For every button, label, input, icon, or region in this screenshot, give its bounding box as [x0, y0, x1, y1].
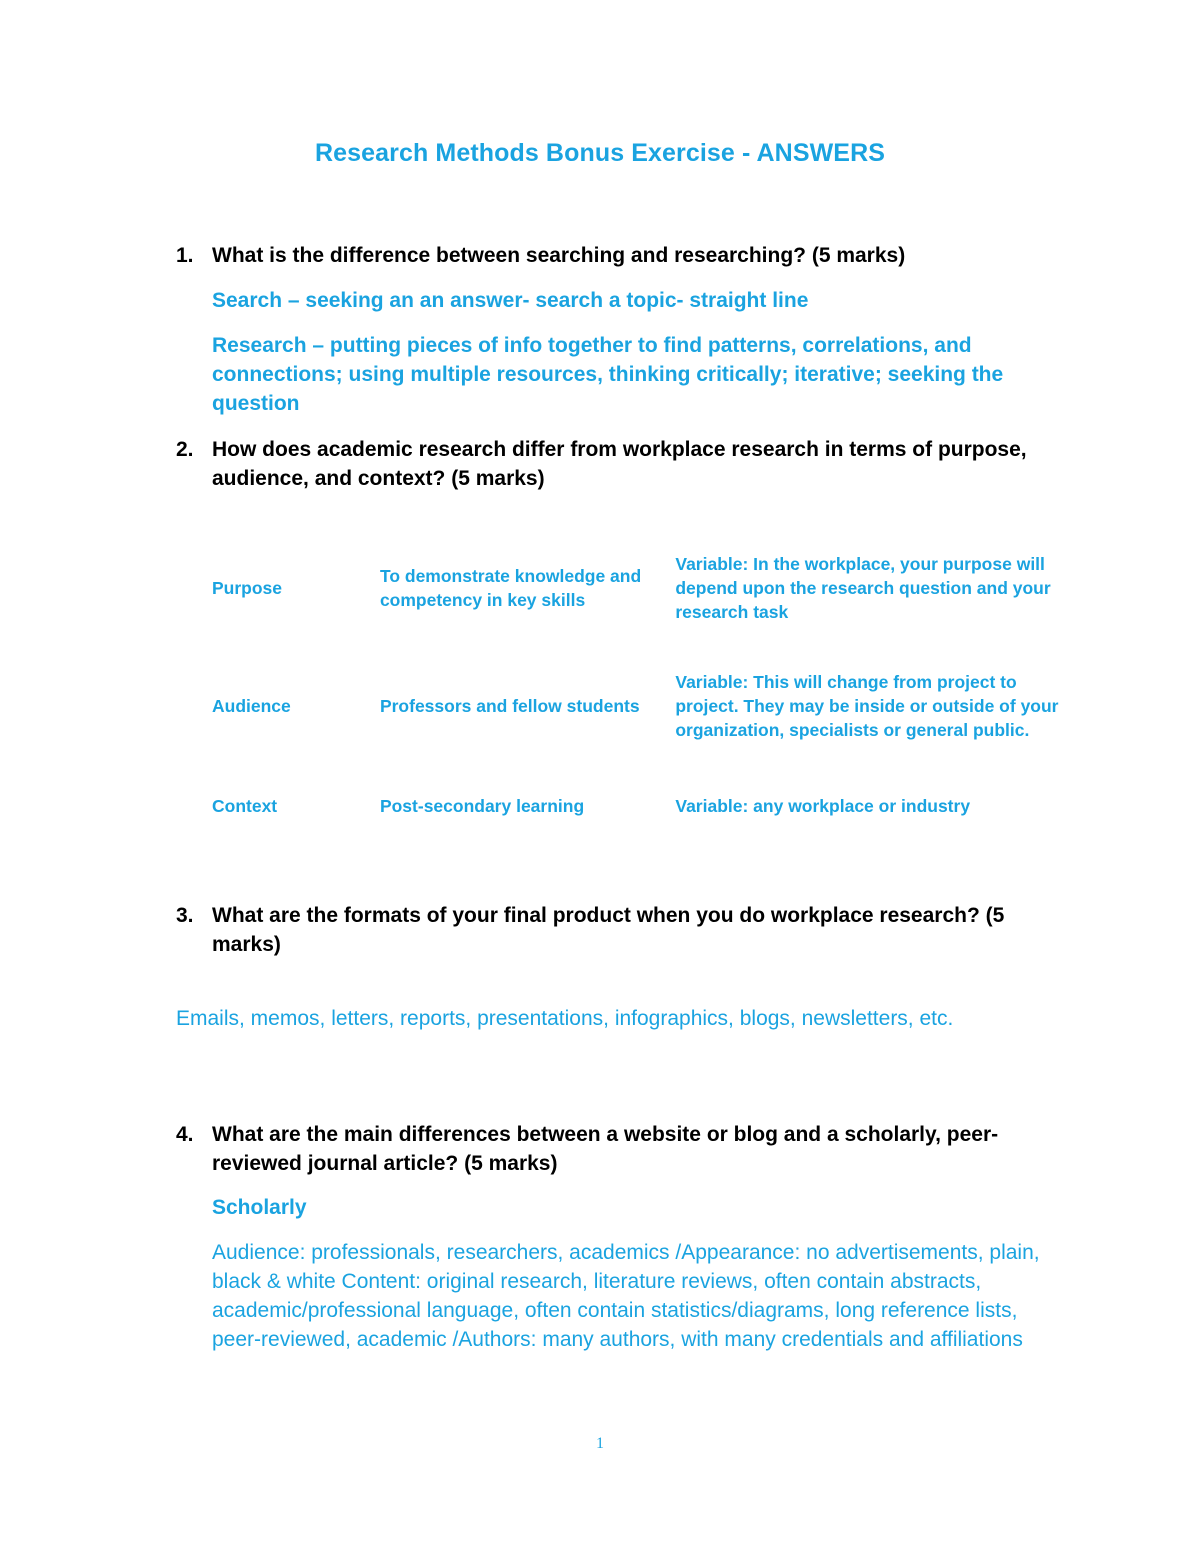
table-row	[212, 644, 1072, 768]
document-title: Research Methods Bonus Exercise - ANSWERS	[315, 139, 885, 167]
table-row	[212, 768, 1072, 844]
row-label: Context	[212, 796, 278, 816]
question-2	[176, 435, 1056, 493]
question-number: 1.	[176, 244, 194, 267]
answer-scholarly: Audience: professionals, researchers, academics /Appearance: no advertisements, plain, black & white Content: original research, literature reviews, often contain abstracts, academic/professional language, often contain statistics/diagrams, long reference lists, peer-reviewed, academic /Authors: many authors, with many credentials and affiliations	[212, 1241, 1040, 1351]
question-number: 3.	[176, 904, 194, 927]
question-text: How does academic research differ from workplace research in terms of purpose, audience, and context? (5 marks)	[212, 438, 1027, 490]
row-label: Audience	[212, 696, 291, 716]
question-number: 4.	[176, 1123, 194, 1146]
question-3	[176, 901, 1056, 959]
academic-cell: To demonstrate knowledge and competency in key skills	[379, 566, 642, 610]
question-text: What are the formats of your final product when you do workplace research? (5 marks)	[212, 904, 1005, 956]
academic-cell: Post-secondary learning	[379, 796, 585, 816]
workplace-cell: Variable: This will change from project to project. They may be inside or outside of your organization, specialists or general public.	[675, 672, 1059, 740]
academic-cell: Professors and fellow students	[379, 696, 640, 716]
workplace-cell: Variable: any workplace or industry	[675, 796, 971, 816]
question-1	[176, 241, 1056, 270]
answer-subheading: Scholarly	[212, 1196, 307, 1219]
row-label: Purpose	[212, 578, 283, 598]
question-text: What is the difference between searching and researching? (5 marks)	[212, 244, 906, 267]
comparison-table	[212, 532, 1072, 844]
question-4	[176, 1120, 1056, 1178]
workplace-cell: Variable: In the workplace, your purpose will depend upon the research question and your research task	[675, 554, 1051, 622]
answer-research: Research – putting pieces of info together to find patterns, correlations, and connections; using multiple resources, thinking critically; iterative; seeking the question	[212, 334, 1004, 415]
table-row	[212, 532, 1072, 644]
answer-formats: Emails, memos, letters, reports, presentations, infographics, blogs, newsletters, etc.	[176, 1007, 954, 1030]
question-text: What are the main differences between a website or blog and a scholarly, peer-reviewed journal article? (5 marks)	[212, 1123, 999, 1175]
page-number: 1	[596, 1435, 604, 1452]
answer-search: Search – seeking an an answer- search a topic- straight line	[212, 289, 809, 312]
question-number: 2.	[176, 438, 194, 461]
